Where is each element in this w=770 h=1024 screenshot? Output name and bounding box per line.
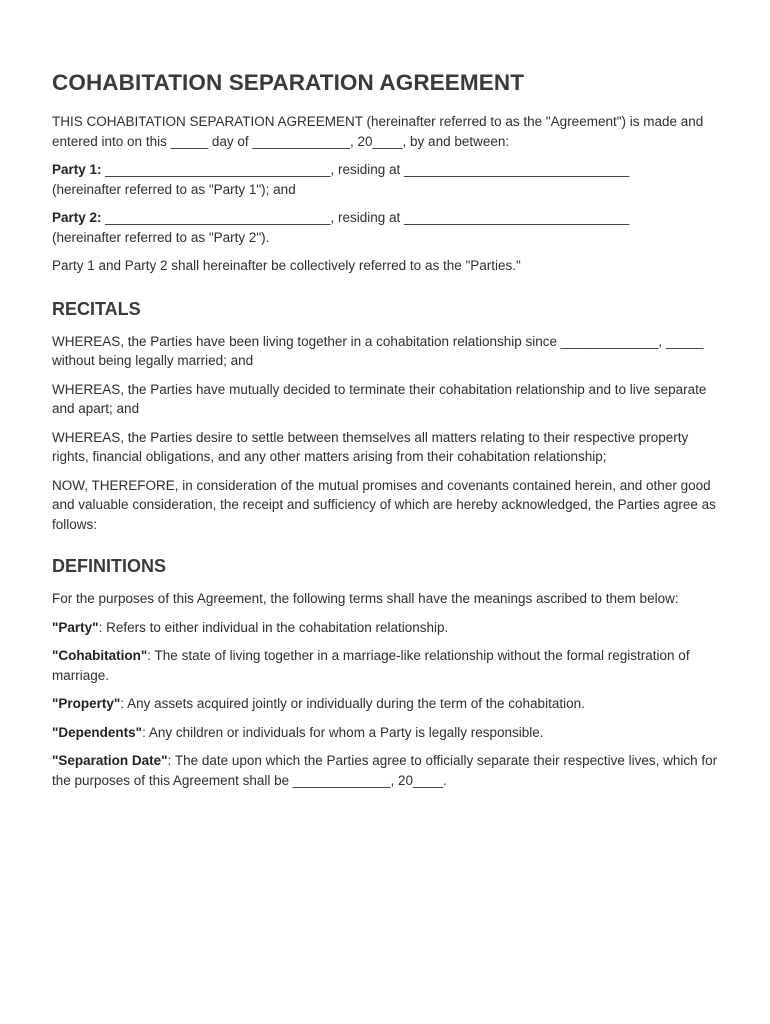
party-2-line: ______________________________, residing at ______________________________ (101, 210, 630, 225)
definition-term: "Dependents" (52, 724, 143, 740)
definition-item (52, 618, 718, 638)
party-2-label: Party 2: (52, 210, 102, 225)
definition-item (52, 694, 718, 714)
definition-term: "Party" (52, 619, 99, 635)
recital-paragraph: WHEREAS, the Parties desire to settle between themselves all matters relating to their respective property rights, financial obligations, and any other matters arising from their cohabitation relationship; (52, 429, 689, 464)
intro-paragraph: THIS COHABITATION SEPARATION AGREEMENT (hereinafter referred to as the "Agreement") is made and entered into on this _____ day of _____________, 20____, by and between: (52, 114, 704, 149)
recital-paragraph: WHEREAS, the Parties have mutually decided to terminate their cohabitation relationship and to live separate and apart; and (52, 381, 707, 416)
definition-text: : Any children or individuals for whom a Party is legally responsible. (142, 724, 544, 740)
definition-text: : The date upon which the Parties agree to officially separate their respective lives, which for the purposes of this Agreement shall be _____________, 20____. (52, 753, 718, 788)
party-1-label: Party 1: (52, 162, 102, 177)
definitions-intro: For the purposes of this Agreement, the following terms shall have the meanings ascribed to them below: (52, 591, 679, 606)
party-2-block (52, 208, 718, 247)
definition-term: "Cohabitation" (52, 648, 148, 663)
definition-text: : The state of living together in a marriage-like relationship without the formal registration of marriage. (52, 648, 690, 683)
party-1-block (52, 160, 718, 199)
definition-term: "Property" (52, 696, 121, 711)
definition-item (52, 646, 718, 685)
party-1-ref: (hereinafter referred to as "Party 1"); and (52, 181, 296, 197)
definition-text: : Refers to either individual in the cohabitation relationship. (98, 619, 449, 635)
definitions-heading: DEFINITIONS (52, 556, 167, 576)
party-2-ref: (hereinafter referred to as "Party 2"). (52, 229, 270, 245)
party-1-line: ______________________________, residing at ______________________________ (101, 162, 630, 177)
recitals-heading: RECITALS (52, 298, 141, 319)
definition-term: "Separation Date" (52, 753, 168, 768)
recital-paragraph: NOW, THEREFORE, in consideration of the mutual promises and covenants contained herein, and other good and valuable consideration, the receipt and sufficiency of which are hereby acknowledged, the Parties agree as follows: (52, 477, 716, 532)
definition-text: : Any assets acquired jointly or individually during the term of the cohabitation. (120, 696, 585, 711)
parties-statement: Party 1 and Party 2 shall hereinafter be collectively referred to as the "Parties." (52, 258, 521, 273)
recital-paragraph: WHEREAS, the Parties have been living together in a cohabitation relationship since _____________, _____ without being legally married; and (52, 333, 704, 368)
definition-item (52, 751, 718, 790)
definition-item (52, 723, 718, 743)
document-title: COHABITATION SEPARATION AGREEMENT (52, 70, 525, 95)
